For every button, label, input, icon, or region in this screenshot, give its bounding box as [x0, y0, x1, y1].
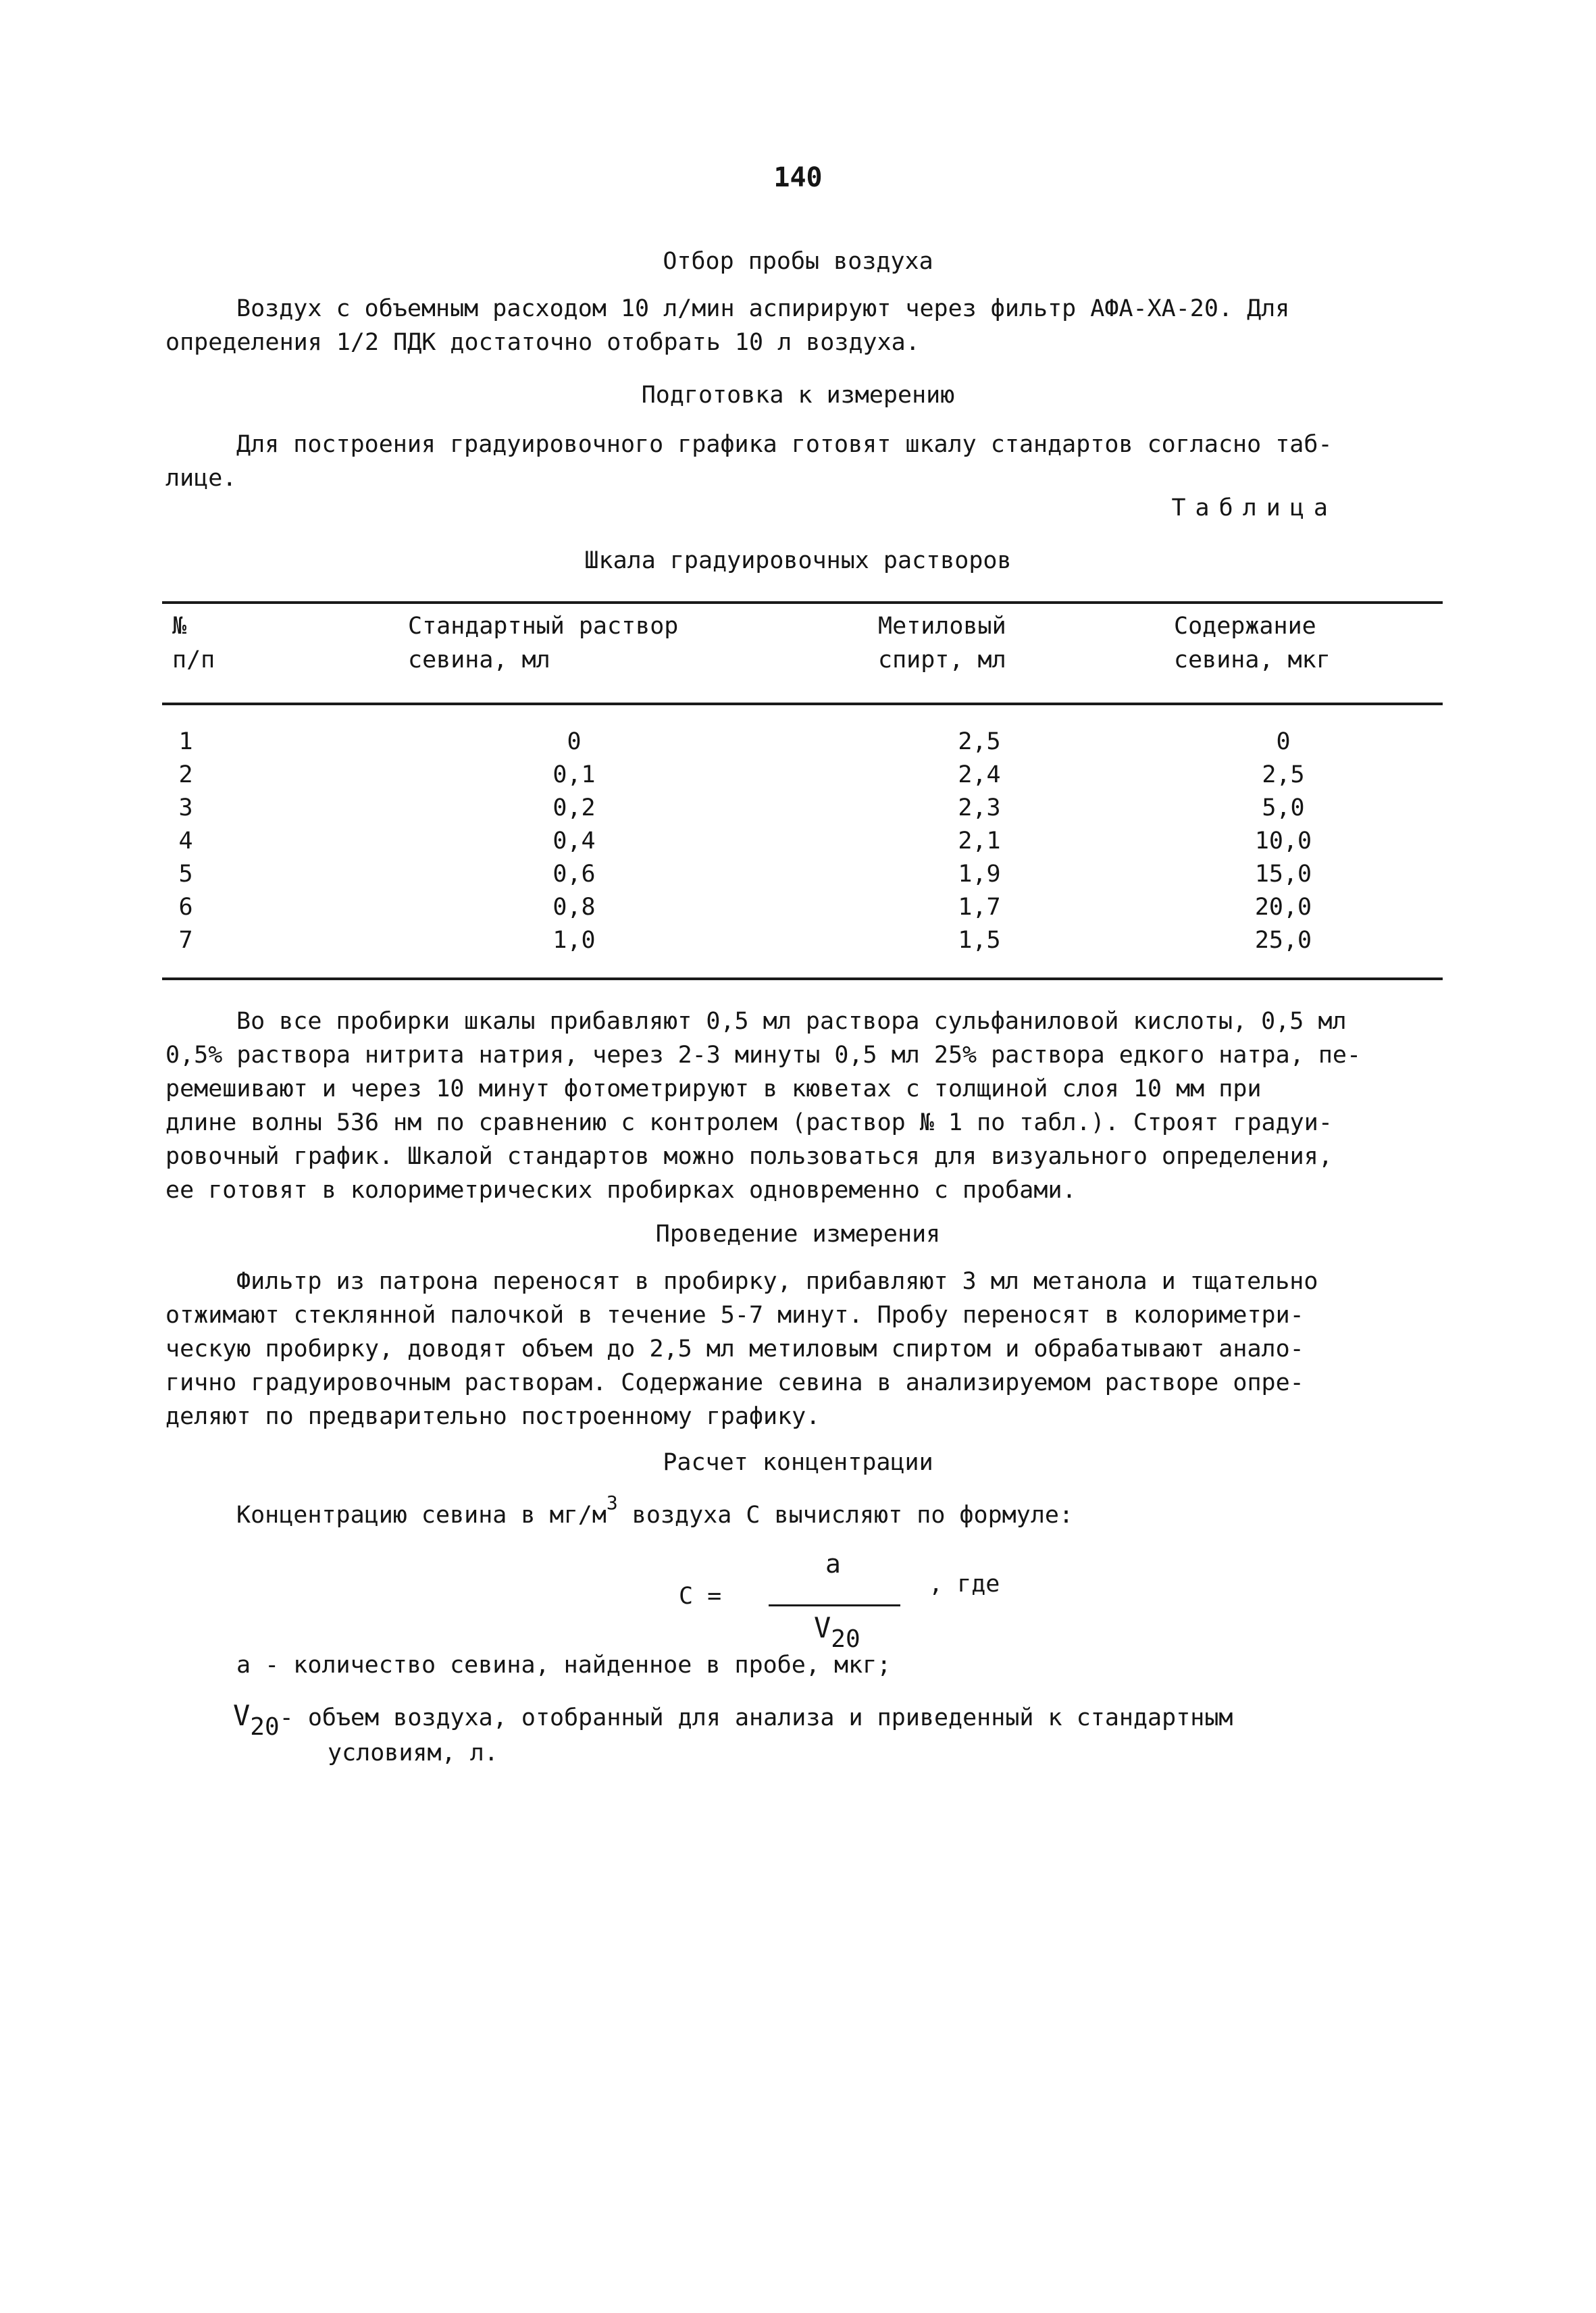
header-num: [172, 609, 215, 677]
definition-dash: -: [251, 1652, 294, 1679]
definition-text: количество севина, найденное в пробе, мкг;: [293, 1652, 892, 1679]
para-procedure: [165, 1005, 1418, 1207]
cell-cont: 20,0: [1254, 894, 1312, 921]
para-line: гично градуировочным растворам. Содержание севина в анализируемом растворе опре-: [165, 1369, 1304, 1396]
header-line: п/п: [172, 646, 215, 673]
cell-cont: 15,0: [1254, 861, 1312, 888]
para-line: ремешивают и через 10 минут фотометрируют в кюветах с толщиной слоя 10 мм при: [165, 1075, 1262, 1102]
table-top-rule: [162, 601, 1443, 604]
denominator-symbol: V: [814, 1611, 831, 1644]
cell-met: 2,5: [958, 728, 1001, 755]
header-line: севина, мл: [408, 646, 550, 673]
heading-measurement: Проведение измерения: [655, 1221, 941, 1248]
para-line: лице.: [165, 465, 237, 492]
cell-cont: 10,0: [1254, 828, 1312, 855]
header-line: №: [172, 613, 187, 640]
formula-intro-text-end: воздуха С вычисляют по формуле:: [617, 1502, 1074, 1529]
formula-intro: [236, 1492, 1074, 1533]
denominator-subscript: 20: [831, 1625, 860, 1653]
definition-symbol: a: [236, 1652, 251, 1679]
para-line: Во все пробирки шкалы прибавляют 0,5 мл раствора сульфаниловой кислоты, 0,5 мл: [236, 1008, 1347, 1035]
header-line: севина, мкг: [1174, 646, 1331, 673]
definition-continuation: условиям, л.: [328, 1739, 498, 1766]
cell-std: 0,4: [552, 828, 596, 855]
cell-met: 2,3: [958, 794, 1001, 821]
definition-dash: -: [279, 1704, 308, 1731]
header-line: Содержание: [1174, 613, 1316, 640]
header-content: [1174, 609, 1331, 677]
para-line: ее готовят в колориметрических пробирках одновременно с пробами.: [165, 1177, 1077, 1204]
para-preparation: [165, 428, 1418, 495]
header-methanol: [878, 609, 1006, 677]
fraction-bar: [769, 1604, 900, 1606]
superscript-three: 3: [606, 1492, 618, 1514]
formula-lhs: С =: [679, 1583, 722, 1610]
cell-num: 7: [178, 927, 193, 954]
cell-num: 2: [178, 761, 193, 788]
header-line: спирт, мл: [878, 646, 1006, 673]
formula-intro-text: Концентрацию севина в мг/м: [236, 1502, 607, 1529]
para-air-sampling: [165, 292, 1418, 359]
cell-num: 6: [178, 894, 193, 921]
cell-num: 4: [178, 828, 193, 855]
para-line: Фильтр из патрона переносят в пробирку, прибавляют 3 мл метанола и тщательно: [236, 1268, 1318, 1295]
heading-preparation: Подготовка к измерению: [641, 382, 955, 409]
cell-met: 1,9: [958, 861, 1001, 888]
header-line: Метиловый: [878, 613, 1006, 640]
table-header-rule: [162, 703, 1443, 705]
cell-met: 2,4: [958, 761, 1001, 788]
para-line: 0,5% раствора нитрита натрия, через 2-3 минуты 0,5 мл 25% раствора едкого натра, пе-: [165, 1042, 1362, 1069]
para-line: деляют по предварительно построенному графику.: [165, 1403, 821, 1430]
para-measurement: [165, 1265, 1418, 1433]
cell-std: 0,1: [552, 761, 596, 788]
cell-num: 5: [178, 861, 193, 888]
para-line: ровочный график. Шкалой стандартов можно пользоваться для визуального определения,: [165, 1143, 1333, 1170]
definition-symbol: V: [233, 1699, 251, 1732]
formula-numerator: a: [825, 1549, 841, 1579]
cell-cont: 25,0: [1254, 927, 1312, 954]
cell-std: 0,2: [552, 794, 596, 821]
header-standard-solution: [408, 609, 678, 677]
cell-met: 1,5: [958, 927, 1001, 954]
header-line: Стандартный раствор: [408, 613, 679, 640]
cell-std: 1,0: [552, 927, 596, 954]
para-line: Для построения градуировочного графика готовят шкалу стандартов согласно таб-: [236, 431, 1333, 458]
cell-cont: 2,5: [1262, 761, 1305, 788]
table-bottom-rule: [162, 977, 1443, 980]
para-line: ческую пробирку, доводят объем до 2,5 мл метиловым спиртом и обрабатывают анало-: [165, 1336, 1304, 1363]
table-title: Шкала градуировочных растворов: [584, 547, 1012, 574]
cell-std: 0,8: [552, 894, 596, 921]
cell-num: 1: [178, 728, 193, 755]
definition-text: объем воздуха, отобранный для анализа и приведенный к стандартным: [307, 1704, 1233, 1731]
cell-num: 3: [178, 794, 193, 821]
heading-air-sampling: Отбор пробы воздуха: [663, 248, 933, 275]
definition-a: [236, 1648, 891, 1682]
cell-met: 1,7: [958, 894, 1001, 921]
cell-cont: 0: [1276, 728, 1291, 755]
para-line: определения 1/2 ПДК достаточно отобрать 10 л воздуха.: [165, 329, 920, 356]
formula-suffix: , где: [929, 1571, 1000, 1598]
table-label: Таблица: [1171, 494, 1337, 522]
page-number: 140: [773, 162, 823, 193]
definition-subscript: 20: [250, 1713, 280, 1741]
formula-denominator: [814, 1611, 860, 1653]
cell-cont: 5,0: [1262, 794, 1305, 821]
heading-calculation: Расчет концентрации: [663, 1449, 933, 1476]
cell-met: 2,1: [958, 828, 1001, 855]
cell-std: 0: [567, 728, 582, 755]
para-line: длине волны 536 нм по сравнению с контролем (раствор № 1 по табл.). Строят градуи-: [165, 1109, 1333, 1136]
cell-std: 0,6: [552, 861, 596, 888]
definition-v20: [233, 1699, 1233, 1741]
para-line: отжимают стеклянной палочкой в течение 5-7 минут. Пробу переносят в колориметри-: [165, 1302, 1304, 1329]
para-line: Воздух с объемным расходом 10 л/мин аспирируют через фильтр АФА-ХА-20. Для: [236, 295, 1290, 322]
